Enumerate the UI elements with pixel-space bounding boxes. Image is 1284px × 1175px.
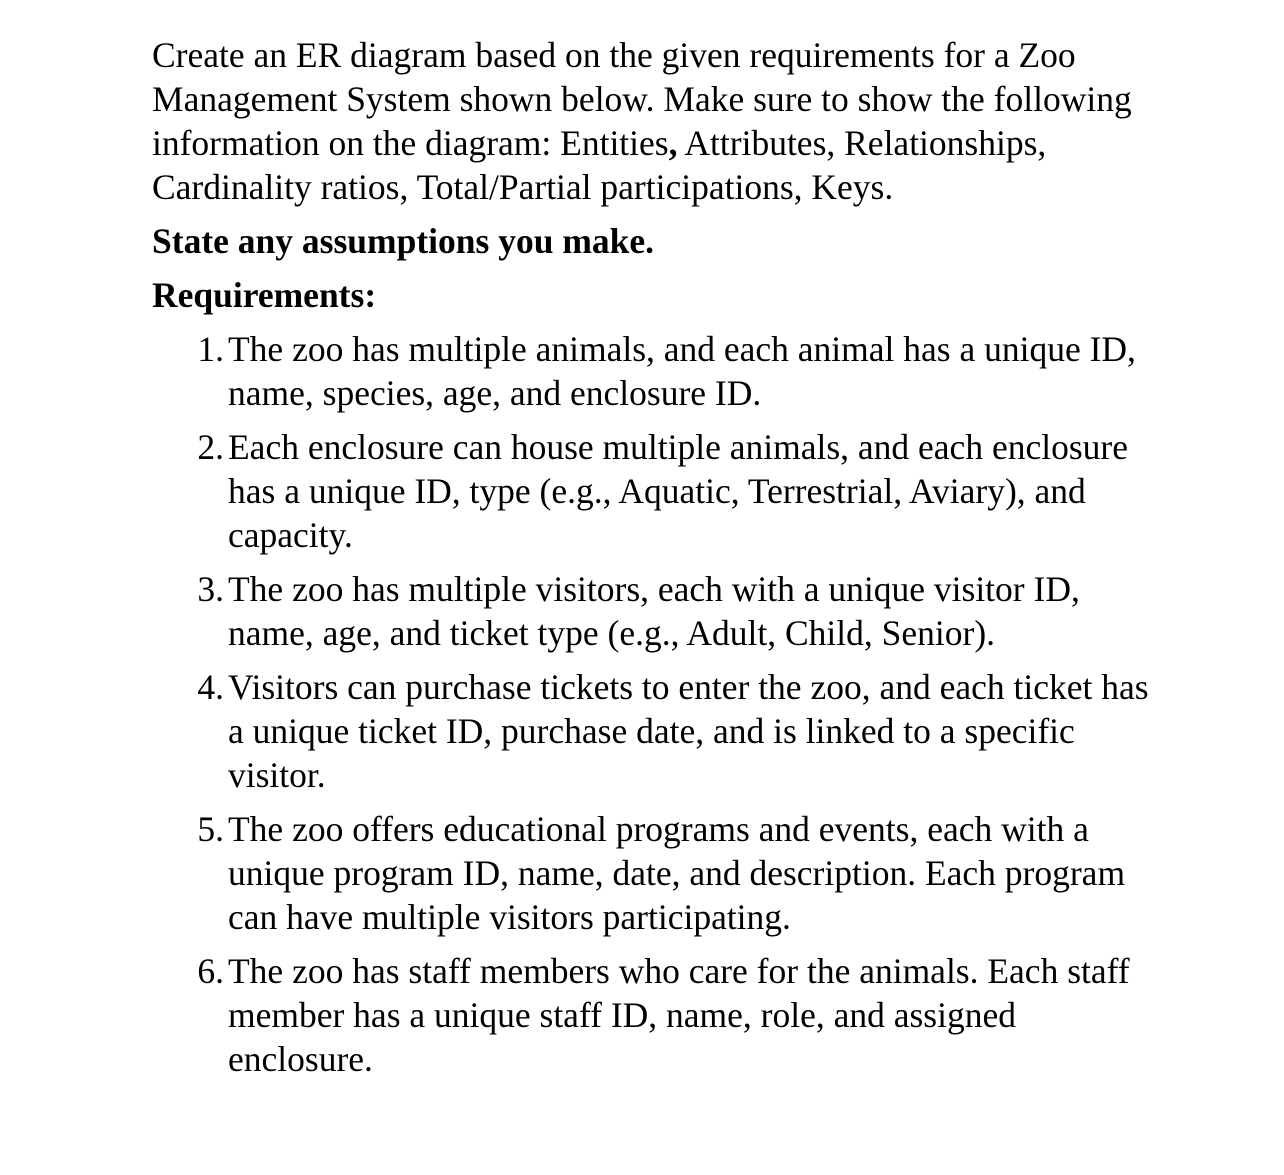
list-item [152, 949, 1152, 1081]
intro-paragraph [152, 33, 1152, 209]
list-item-text: The zoo offers educational programs and events, each with a unique program ID, name, date, and description. Each program can have multiple visitors participating. [228, 809, 1126, 937]
intro-text-part2: Attributes, Relationships, Cardinality ratios, Total/Partial participations, Keys. [152, 123, 1047, 207]
intro-bold-comma: , [668, 123, 678, 163]
list-item-text: Visitors can purchase tickets to enter the zoo, and each ticket has a unique ticket ID, purchase date, and is linked to a specific visitor. [228, 667, 1149, 795]
list-item [152, 807, 1152, 939]
intro-text-part1: Create an ER diagram based on the given requirements for a Zoo Management System shown below. Make sure to show the following information on the diagram: Entities [152, 35, 1132, 163]
list-item-number: 4. [197, 667, 224, 707]
list-item-text: The zoo has staff members who care for the animals. Each staff member has a unique staff ID, name, role, and assigned enclosure. [228, 951, 1130, 1079]
list-item-number: 2. [197, 427, 224, 467]
list-item-text: The zoo has multiple visitors, each with a unique visitor ID, name, age, and ticket type (e.g., Adult, Child, Senior). [228, 569, 1080, 653]
list-item [152, 425, 1152, 557]
list-item-text: The zoo has multiple animals, and each animal has a unique ID, name, species, age, and enclosure ID. [228, 329, 1136, 413]
list-item-number: 1. [197, 329, 224, 369]
list-item-number: 3. [197, 569, 224, 609]
list-item [152, 327, 1152, 415]
list-item-number: 5. [197, 809, 224, 849]
list-item-number: 6. [197, 951, 224, 991]
list-item-text: Each enclosure can house multiple animals, and each enclosure has a unique ID, type (e.g., Aquatic, Terrestrial, Aviary), and capacity. [228, 427, 1128, 555]
list-item [152, 665, 1152, 797]
requirements-heading: Requirements: [152, 275, 377, 315]
requirements-list [152, 327, 1152, 1081]
list-item [152, 567, 1152, 655]
document-body [152, 33, 1152, 1091]
assumptions-note: State any assumptions you make. [152, 221, 655, 261]
